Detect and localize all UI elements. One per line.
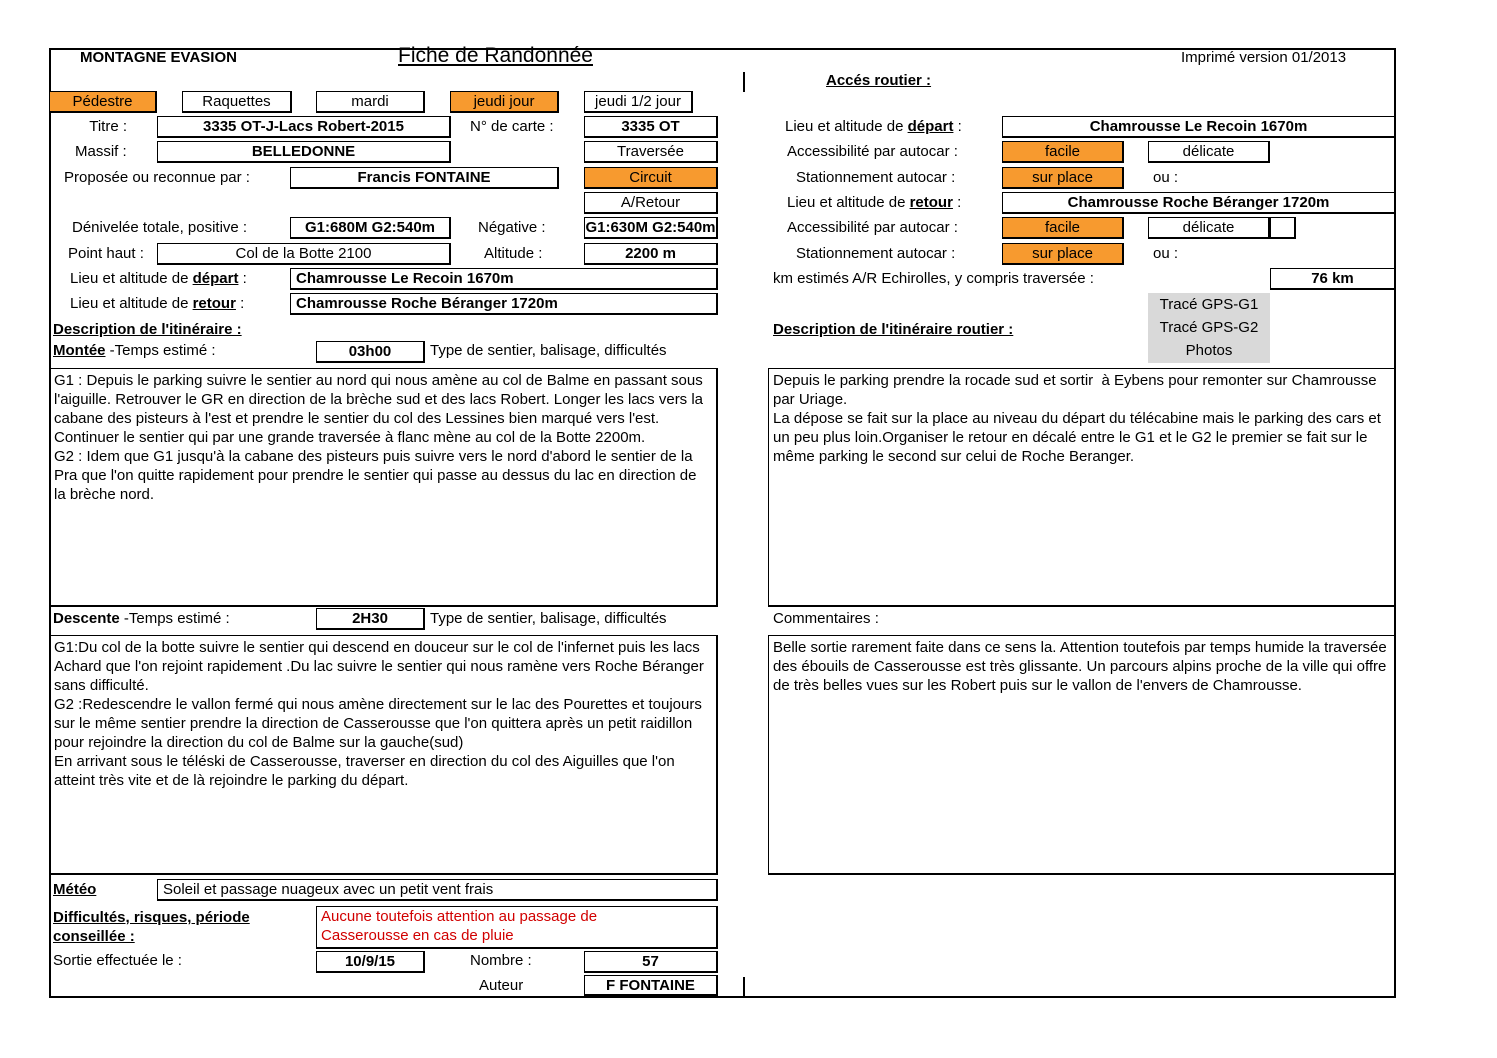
altitude-label: Altitude : bbox=[484, 245, 543, 262]
ou-label-2: ou : bbox=[1153, 245, 1179, 262]
denivele-neg-field[interactable]: G1:630M G2:540m bbox=[584, 217, 718, 239]
divider bbox=[743, 977, 745, 997]
stationnement-label-2: Stationnement autocar : bbox=[796, 245, 956, 262]
point-haut-field[interactable]: Col de la Botte 2100 bbox=[157, 243, 451, 265]
commentaires-label: Commentaires : bbox=[773, 610, 879, 627]
descente-time-field[interactable]: 2H30 bbox=[316, 608, 425, 630]
routier-desc-heading: Description de l'itinéraire routier : bbox=[773, 321, 1014, 338]
km-label: km estimés A/R Echirolles, y compris traversée : bbox=[773, 270, 1094, 287]
carte-field[interactable]: 3335 OT bbox=[584, 116, 718, 138]
proposee-field[interactable]: Francis FONTAINE bbox=[290, 167, 559, 189]
proposee-label: Proposée ou reconnue par : bbox=[64, 169, 250, 186]
denivele-label: Dénivelée totale, positive : bbox=[72, 219, 248, 236]
type-pedestre[interactable]: Pédestre bbox=[49, 91, 157, 113]
difficultes-label-2: conseillée : bbox=[53, 928, 135, 945]
itineraire-heading: Description de l'itinéraire : bbox=[53, 321, 242, 338]
access-delicate-1[interactable]: délicate bbox=[1148, 141, 1270, 163]
massif-label: Massif : bbox=[75, 143, 127, 160]
descente-description[interactable]: G1:Du col de la botte suivre le sentier qui descend en douceur sur le col de l'infernet puis les lacs Achard que l'on rejoint rapidement .Du lac suivre le sentier qui nous ramène vers Roche Béranger sans difficulté. G2 :Redescendre le vallon fermé qui nous amène directement sur le lac des Pourettes et toujours sur le même sentier prendre la direction de Casserousse que l'on quittera après un petit raidillon pour rejoindre la direction du col de Balme sur la gauche(sud) En arrivant sous le téléski de Casserousse, traverser en direction du col des Aiguilles que l'on atteint très vite et de là rejoindre le parking du départ. bbox=[49, 635, 718, 875]
acces-routier-heading: Accés routier : bbox=[826, 72, 932, 89]
commentaires-text[interactable]: Belle sortie rarement faite dans ce sens la. Attention toutefois par temps humide la traversée des ébouils de Casserousse est très glissante. Un parcours alpins proche de la ville qui offre de très belles vues sur les Robert puis sur le vallon de l'envers de Chamrousse. bbox=[768, 635, 1396, 875]
sortie-label: Sortie effectuée le : bbox=[53, 952, 182, 969]
depart-field[interactable]: Chamrousse Le Recoin 1670m bbox=[290, 268, 718, 290]
altitude-field[interactable]: 2200 m bbox=[584, 243, 718, 265]
nombre-field[interactable]: 57 bbox=[584, 951, 718, 973]
stationnement-label-1: Stationnement autocar : bbox=[796, 169, 956, 186]
access-label-1: Accessibilité par autocar : bbox=[787, 143, 958, 160]
nombre-label: Nombre : bbox=[470, 952, 532, 969]
access-label-2: Accessibilité par autocar : bbox=[787, 219, 958, 236]
access-delicate-2[interactable]: délicate bbox=[1148, 217, 1270, 239]
route-traversee[interactable]: Traversée bbox=[584, 141, 718, 163]
montee-time-field[interactable]: 03h00 bbox=[316, 341, 425, 363]
gps-g2-link[interactable]: Tracé GPS-G2 bbox=[1159, 319, 1259, 336]
meteo-label: Météo bbox=[53, 881, 97, 898]
auteur-label: Auteur bbox=[479, 977, 524, 994]
point-haut-label: Point haut : bbox=[68, 245, 144, 262]
ou-label-1: ou : bbox=[1153, 169, 1179, 186]
stationnement-sur-place-2[interactable]: sur place bbox=[1002, 243, 1124, 265]
negative-label: Négative : bbox=[478, 219, 546, 236]
access-facile-1[interactable]: facile bbox=[1002, 141, 1124, 163]
stationnement-sur-place-1[interactable]: sur place bbox=[1002, 167, 1124, 189]
carte-label: N° de carte : bbox=[470, 118, 554, 135]
routier-description[interactable]: Depuis le parking prendre la rocade sud et sortir à Eybens pour remonter sur Chamrousse par Uriage. La dépose se fait sur la place au niveau du départ du télécabine mais le parking des cars et un peu plus loin.Organiser le retour en décalé entre le G1 et le G2 le premier se fait sur le même parking le second sur celui de Roche Beranger. bbox=[768, 368, 1396, 607]
gps-g1-link[interactable]: Tracé GPS-G1 bbox=[1159, 296, 1259, 313]
routier-retour-label: Lieu et altitude de retour : bbox=[787, 194, 962, 211]
titre-label: Titre : bbox=[89, 118, 127, 135]
version-label: Imprimé version 01/2013 bbox=[1181, 49, 1347, 66]
difficultes-label-1: Difficultés, risques, période bbox=[53, 909, 250, 926]
access-facile-2[interactable]: facile bbox=[1002, 217, 1124, 239]
descente-type-label: Type de sentier, balisage, difficultés bbox=[430, 610, 667, 627]
day-jeudi-jour[interactable]: jeudi jour bbox=[450, 91, 559, 113]
titre-field[interactable]: 3335 OT-J-Lacs Robert-2015 bbox=[157, 116, 451, 138]
descente-label: Descente -Temps estimé : bbox=[53, 610, 230, 627]
meteo-field[interactable]: Soleil et passage nuageux avec un petit vent frais bbox=[157, 879, 718, 901]
route-circuit[interactable]: Circuit bbox=[584, 167, 718, 189]
sortie-date-field[interactable]: 10/9/15 bbox=[316, 951, 425, 973]
depart-label: Lieu et altitude de départ : bbox=[70, 270, 247, 287]
photos-link[interactable]: Photos bbox=[1185, 342, 1233, 359]
denivele-pos-field[interactable]: G1:680M G2:540m bbox=[290, 217, 451, 239]
day-jeudi-demi[interactable]: jeudi 1/2 jour bbox=[584, 91, 693, 113]
type-raquettes[interactable]: Raquettes bbox=[182, 91, 292, 113]
km-field[interactable]: 76 km bbox=[1270, 268, 1396, 290]
routier-depart-label: Lieu et altitude de départ : bbox=[785, 118, 962, 135]
page-title: Fiche de Randonnée bbox=[398, 44, 593, 67]
montee-description[interactable]: G1 : Depuis le parking suivre le sentier au nord qui nous amène au col de Balme en passant sous l'aiguille. Retrouver le GR en direction de la brèche sud et des lacs Robert. Longer les lacs vers la cabane des pisteurs à l'est et prendre le sentier du col des Lessines bien marqué vers l'est. Continuer le sentier qui par une grande traversée à flanc mène au col de la Botte 2200m. G2 : Idem que G1 jusqu'à la cabane des pisteurs puis suivre vers le nord d'abord le sentier de la Pra que l'on quitte rapidement pour prendre le sentier qui passe au dessus du lac en direction de la brèche nord. bbox=[49, 368, 718, 607]
montee-label: Montée -Temps estimé : bbox=[53, 342, 216, 359]
route-aretour[interactable]: A/Retour bbox=[584, 192, 718, 214]
routier-retour-field[interactable]: Chamrousse Roche Béranger 1720m bbox=[1002, 192, 1396, 214]
retour-field[interactable]: Chamrousse Roche Béranger 1720m bbox=[290, 293, 718, 315]
auteur-field[interactable]: F FONTAINE bbox=[584, 975, 718, 996]
difficultes-field[interactable]: Aucune toutefois attention au passage de Casserousse en cas de pluie bbox=[316, 906, 718, 949]
montee-type-label: Type de sentier, balisage, difficultés bbox=[430, 342, 667, 359]
retour-label: Lieu et altitude de retour : bbox=[70, 295, 245, 312]
massif-field[interactable]: BELLEDONNE bbox=[157, 141, 451, 163]
day-mardi[interactable]: mardi bbox=[316, 91, 425, 113]
gps-links bbox=[1148, 293, 1270, 363]
access-extra-box[interactable] bbox=[1270, 217, 1296, 239]
divider bbox=[743, 72, 745, 92]
routier-depart-field[interactable]: Chamrousse Le Recoin 1670m bbox=[1002, 116, 1396, 138]
org-name: MONTAGNE EVASION bbox=[80, 49, 237, 66]
